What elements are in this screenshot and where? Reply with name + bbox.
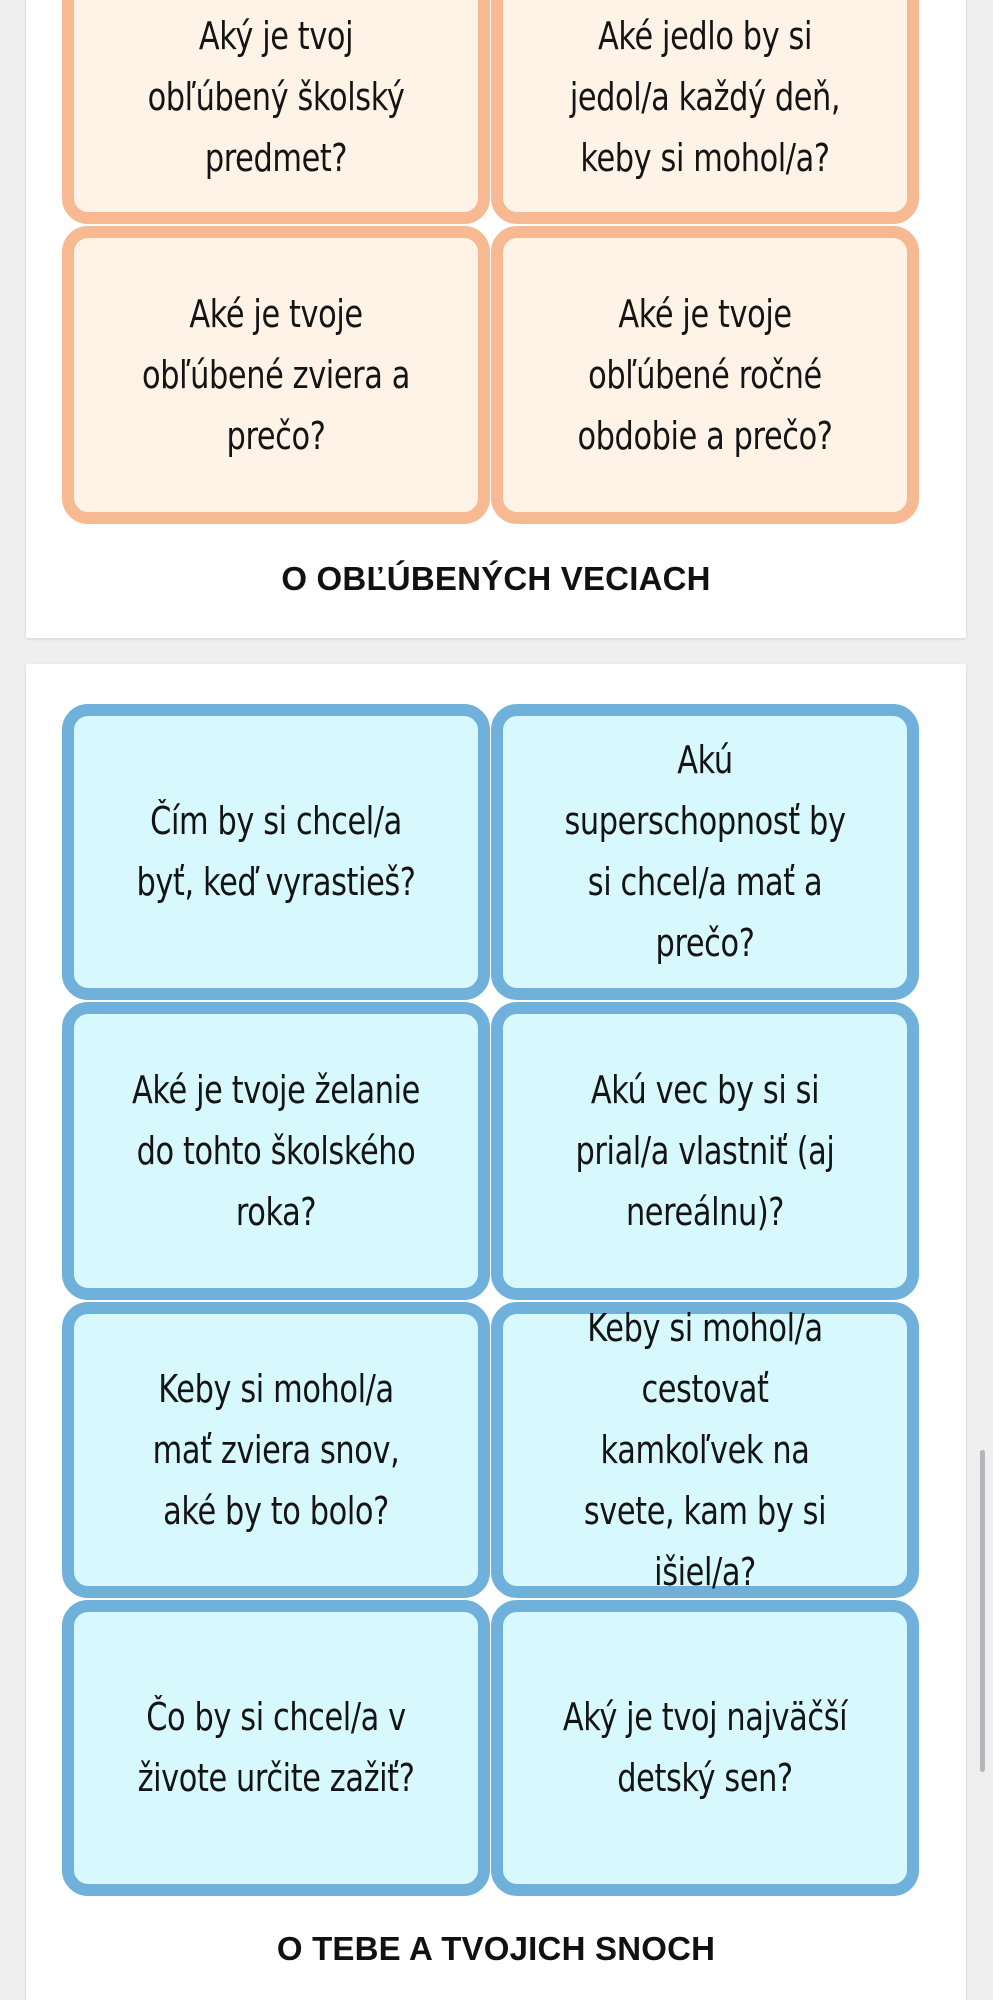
- question-text: Aký je tvoj obľúbený školský predmet?: [147, 13, 405, 180]
- question-card: [491, 226, 919, 524]
- question-card: [491, 1002, 919, 1300]
- question-text: Aké jedlo by si jedol/a každý deň, keby si mohol/a?: [569, 13, 841, 180]
- question-card: [62, 1302, 490, 1598]
- question-card: [491, 704, 919, 1000]
- favorites-sheet: [26, 0, 966, 638]
- question-card: [62, 0, 490, 224]
- question-text: Akú superschopnosť by si chcel/a mať a prečo?: [564, 738, 846, 965]
- question-text: Aký je tvoj najväčší detský sen?: [562, 1695, 848, 1800]
- vertical-scrollbar[interactable]: [980, 1450, 985, 1772]
- question-card: [62, 1600, 490, 1896]
- question-text: Aké je tvoje želanie do tohto školského roka?: [132, 1067, 420, 1234]
- question-text: Aké je tvoje obľúbené zviera a prečo?: [142, 291, 410, 458]
- question-card: [491, 1600, 919, 1896]
- question-card: [491, 0, 919, 224]
- dreams-sheet: [26, 664, 966, 2000]
- question-text: Keby si mohol/a cestovať kamkoľvek na svete, kam by si išiel/a?: [583, 1305, 827, 1594]
- question-card: [62, 1002, 490, 1300]
- question-text: Aké je tvoje obľúbené ročné obdobie a prečo?: [577, 291, 833, 458]
- question-card: [62, 704, 490, 1000]
- question-text: Keby si mohol/a mať zviera snov, aké by to bolo?: [152, 1366, 400, 1533]
- question-text: Akú vec by si si prial/a vlastniť (aj nereálnu)?: [575, 1067, 835, 1234]
- question-text: Čím by si chcel/a byť, keď vyrastieš?: [136, 799, 416, 904]
- question-text: Čo by si chcel/a v živote určite zažiť?: [137, 1695, 415, 1800]
- question-card: [62, 226, 490, 524]
- question-card: [491, 1302, 919, 1598]
- section-title: O TEBE A TVOJICH SNOCH: [276, 1930, 716, 1967]
- section-title: O OBĽÚBENÝCH VECIACH: [281, 560, 711, 597]
